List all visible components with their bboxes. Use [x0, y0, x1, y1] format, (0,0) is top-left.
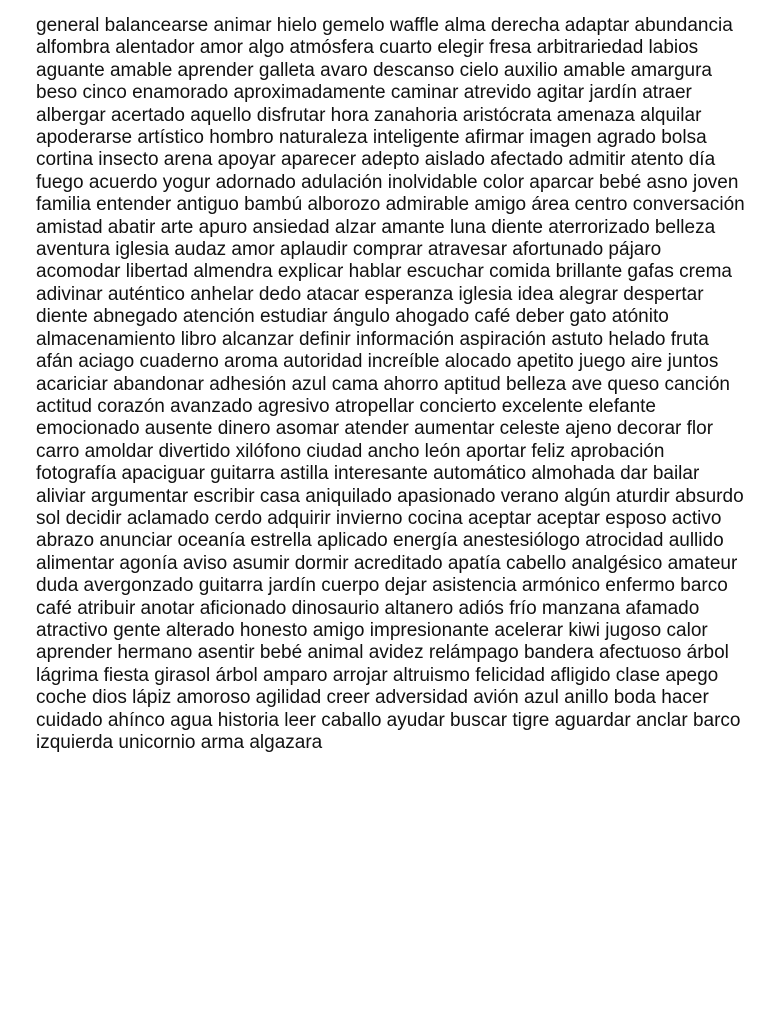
text-line: acariciar abandonar adhesión azul cama ahorro aptitud belleza ave queso canción [36, 373, 730, 395]
text-line: alfombra alentador amor algo atmósfera cuarto elegir fresa arbitrariedad labios [36, 37, 699, 59]
text-line: familia entender antiguo bambú alborozo admirable amigo área centro conversación [36, 194, 745, 216]
text-line: izquierda unicornio arma algazara [36, 732, 323, 753]
text-line: carro amoldar divertido xilófono ciudad ancho león aportar feliz aprobación [36, 440, 665, 462]
text-line: aliviar argumentar escribir casa aniquilado apasionado verano algún aturdir absurdo [36, 485, 744, 507]
text-line: duda avergonzado guitarra jardín cuerpo dejar asistencia armónico enfermo barco [36, 575, 728, 597]
text-line: abrazo anunciar oceanía estrella aplicado energía anestesiólogo atrocidad aullido [36, 530, 724, 552]
text-line: fuego acuerdo yogur adornado adulación inolvidable color aparcar bebé asno joven [36, 171, 739, 193]
text-line: aprender hermano asentir bebé animal avidez relámpago bandera afectuoso árbol [36, 642, 729, 664]
text-line: atractivo gente alterado honesto amigo impresionante acelerar kiwi jugoso calor [36, 619, 708, 641]
text-line: general balancearse animar hielo gemelo waffle alma derecha adaptar abundancia [36, 15, 733, 36]
text-line: sol decidir aclamado cerdo adquirir invierno cocina aceptar aceptar esposo activo [36, 507, 722, 529]
text-line: acomodar libertad almendra explicar hablar escuchar comida brillante gafas crema [36, 261, 732, 283]
text-line: albergar acertado aquello disfrutar hora zanahoria aristócrata amenaza alquilar [36, 104, 702, 126]
text-line: emocionado ausente dinero asomar atender aumentar celeste ajeno decorar flor [36, 418, 714, 440]
text-line: beso cinco enamorado aproximadamente caminar atrevido agitar jardín atraer [36, 82, 692, 104]
text-line: diente abnegado atención estudiar ángulo ahogado café deber gato atónito [36, 306, 669, 328]
document-page [36, 15, 768, 754]
text-line: café atribuir anotar aficionado dinosaurio altanero adiós frío manzana afamado [36, 597, 700, 619]
text-line: cortina insecto arena apoyar aparecer adepto aislado afectado admitir atento día [36, 149, 716, 171]
text-line: alimentar agonía aviso asumir dormir acreditado apatía cabello analgésico amateur [36, 552, 738, 574]
text-line: aventura iglesia audaz amor aplaudir comprar atravesar afortunado pájaro [36, 239, 662, 261]
text-line: apoderarse artístico hombro naturaleza inteligente afirmar imagen agrado bolsa [36, 127, 707, 149]
text-line: adivinar auténtico anhelar dedo atacar esperanza iglesia idea alegrar despertar [36, 283, 704, 305]
text-line: fotografía apaciguar guitarra astilla interesante automático almohada dar bailar [36, 463, 700, 485]
text-line: actitud corazón avanzado agresivo atropellar concierto excelente elefante [36, 395, 656, 417]
text-line: almacenamiento libro alcanzar definir información aspiración astuto helado fruta [36, 328, 709, 350]
text-line: cuidado ahínco agua historia leer caballo ayudar buscar tigre aguardar anclar barco [36, 709, 741, 731]
text-line: aguante amable aprender galleta avaro descanso cielo auxilio amable amargura [36, 59, 712, 81]
text-line: amistad abatir arte apuro ansiedad alzar amante luna diente aterrorizado belleza [36, 216, 716, 238]
text-line: coche dios lápiz amoroso agilidad creer adversidad avión azul anillo boda hacer [36, 687, 709, 709]
text-line: lágrima fiesta girasol árbol amparo arrojar altruismo felicidad afligido clase apego [36, 664, 719, 686]
text-line: afán aciago cuaderno aroma autoridad increíble alocado apetito juego aire juntos [36, 351, 719, 373]
